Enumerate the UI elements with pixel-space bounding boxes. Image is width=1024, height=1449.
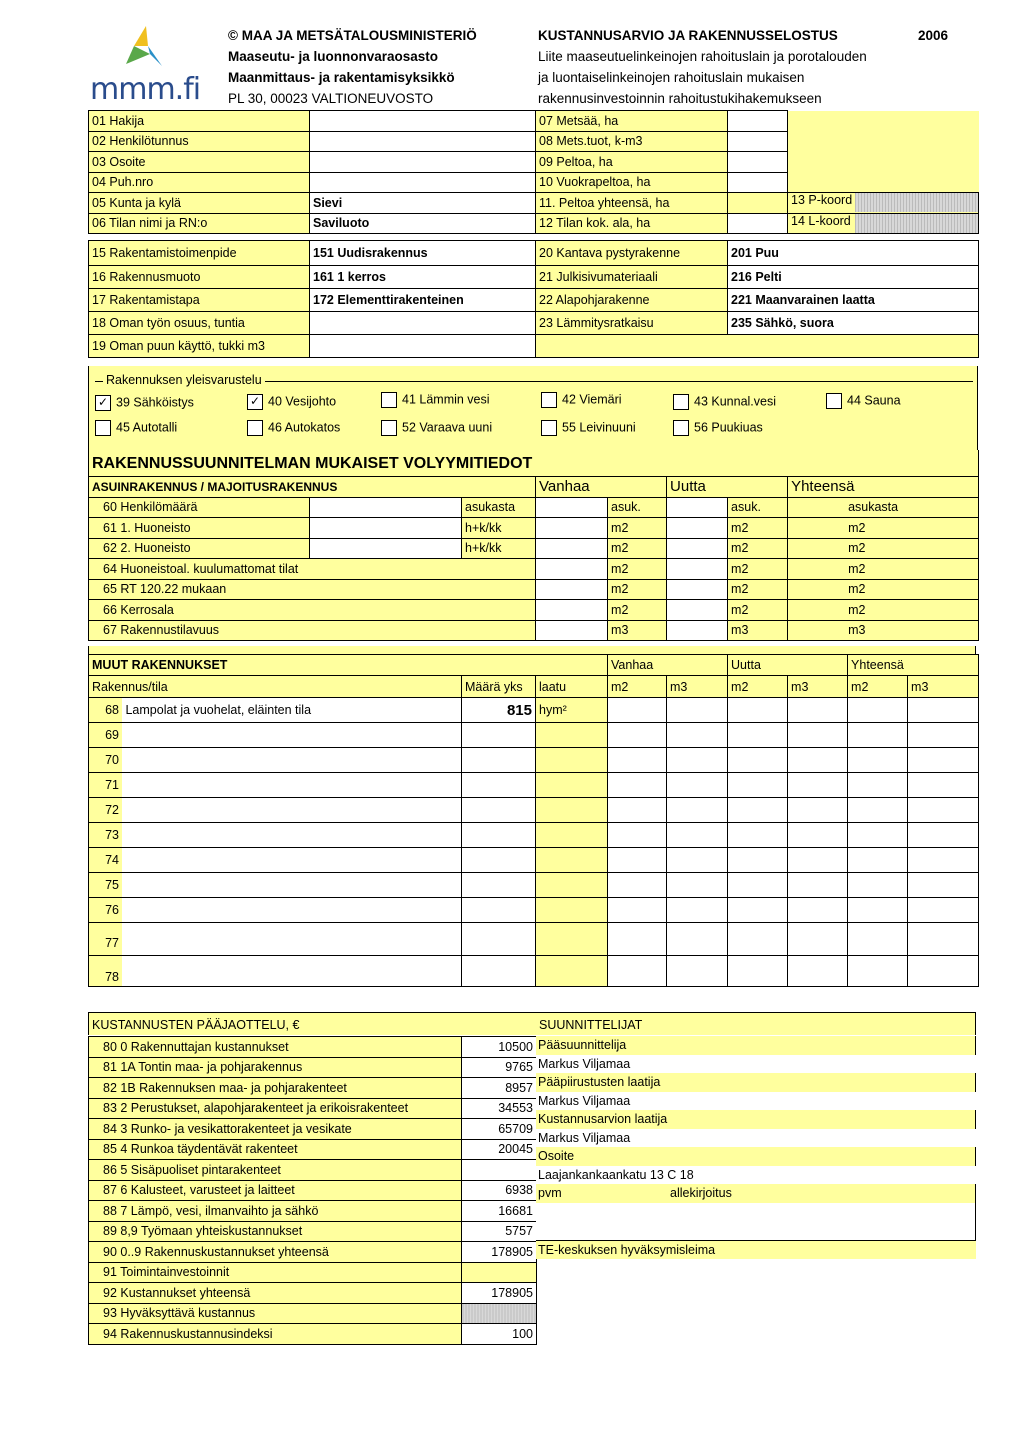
hakija-field[interactable] xyxy=(310,111,536,132)
other-row[interactable]: 74 xyxy=(89,848,462,873)
eq-41[interactable]: 41 Lämmin vesi xyxy=(381,392,490,408)
vol-row-label: 65 RT 120.22 mukaan xyxy=(89,579,536,600)
other-row[interactable]: 69 xyxy=(89,723,462,748)
cost-row-value[interactable]: 10500 xyxy=(462,1037,537,1058)
checkbox-varaava-uuni[interactable] xyxy=(381,420,397,436)
vol-row-input[interactable] xyxy=(310,538,462,559)
signature-label: allekirjoitus xyxy=(670,1186,732,1200)
form-desc-2: ja luontaiselinkeinojen rahoituslain mukaisen xyxy=(538,70,805,85)
checkbox-viemari[interactable] xyxy=(541,392,557,408)
other-row[interactable]: 77 xyxy=(89,923,462,956)
main-designer-name[interactable]: Markus Viljamaa xyxy=(536,1055,976,1074)
checkbox-autokatos[interactable] xyxy=(247,420,263,436)
other-h-quality: laatu xyxy=(536,676,608,698)
cost-row-value[interactable]: 65709 xyxy=(462,1119,537,1140)
header-left xyxy=(228,25,477,109)
drawings-name[interactable]: Markus Viljamaa xyxy=(536,1092,976,1111)
checkbox-autotalli[interactable] xyxy=(95,420,111,436)
address-value[interactable]: Laajankankaankatu 13 C 18 xyxy=(536,1166,976,1185)
cost-row-label: 92 Kustannukset yhteensä xyxy=(89,1283,462,1304)
eq-52[interactable]: 52 Varaava uuni xyxy=(381,420,492,436)
other-row[interactable]: 75 xyxy=(89,873,462,898)
label-rakennusmuoto: 16 Rakennusmuoto xyxy=(89,266,310,289)
pystyrakenne-field[interactable]: 201 Puu xyxy=(728,241,979,266)
col-uutta: Uutta xyxy=(667,477,788,498)
cost-row-label: 81 1A Tontin maa- ja pohjarakennus xyxy=(89,1057,462,1078)
header-right xyxy=(538,25,958,109)
label-oman-tyon: 18 Oman työn osuus, tuntia xyxy=(89,312,310,335)
cost-row-value[interactable]: 178905 xyxy=(462,1242,537,1263)
equipment-title: Rakennuksen yleisvarustelu xyxy=(103,373,265,387)
vol-row-label: 60 Henkilömäärä xyxy=(89,497,310,518)
other-col-uutta: Uutta xyxy=(728,655,848,676)
peltoa-field[interactable] xyxy=(728,152,788,173)
designers-title: SUUNNITTELIJAT xyxy=(539,1018,643,1032)
designers-block xyxy=(536,1036,976,1259)
label-julkisivu: 21 Julkisivumateriaali xyxy=(536,266,728,289)
other-title: MUUT RAKENNUKSET xyxy=(89,655,608,676)
oman-puun-field[interactable] xyxy=(310,335,536,358)
form-year: 2006 xyxy=(917,28,948,43)
logo-mark-icon xyxy=(90,24,210,70)
eq-39[interactable]: ✓ 39 Sähköistys xyxy=(95,395,194,411)
te-stamp-label: TE-keskuksen hyväksymisleima xyxy=(536,1241,976,1260)
estimate-label: Kustannusarvion laatija xyxy=(536,1110,976,1129)
other-row-68-qty[interactable]: 815 xyxy=(462,698,536,723)
cost-row-value[interactable] xyxy=(462,1262,537,1283)
building-table xyxy=(88,240,979,358)
cost-row-value[interactable]: 20045 xyxy=(462,1139,537,1160)
vol-row-input[interactable] xyxy=(310,497,462,518)
label-tilan-kok-ala: 12 Tilan kok. ala, ha xyxy=(536,213,728,234)
eq-55[interactable]: 55 Leivinuuni xyxy=(541,420,636,436)
alapohja-field[interactable]: 221 Maanvarainen laatta xyxy=(728,289,979,312)
label-toimenpide: 15 Rakentamistoimenpide xyxy=(89,241,310,266)
cost-row-label: 82 1B Rakennuksen maa- ja pohjarakenteet xyxy=(89,1078,462,1099)
costs-title: KUSTANNUSTEN PÄÄJAOTTELU, € xyxy=(92,1018,300,1032)
checkbox-kunnal-vesi[interactable] xyxy=(673,394,689,410)
ministry-address: PL 30, 00023 VALTIONEUVOSTO xyxy=(228,91,434,106)
volume-title: RAKENNUSSUUNNITELMAN MUKAISET VOLYYMITIEDOT xyxy=(88,450,979,476)
cost-row-value[interactable]: 178905 xyxy=(462,1283,537,1304)
unit-name: Maanmittaus- ja rakentamisyksikkö xyxy=(228,70,455,85)
tilan-nimi-field[interactable]: Saviluoto xyxy=(310,213,536,234)
other-col-vanhaa: Vanhaa xyxy=(608,655,728,676)
drawings-label: Pääpiirustusten laatija xyxy=(536,1073,976,1092)
form-desc-3: rakennusinvestoinnin rahoitustukihakemukseen xyxy=(538,91,822,106)
label-mets-tuot: 08 Mets.tuot, k-m3 xyxy=(536,131,728,152)
cost-row-value[interactable]: 6938 xyxy=(462,1180,537,1201)
vuokrapeltoa-field[interactable] xyxy=(728,172,788,193)
other-row[interactable]: 72 xyxy=(89,798,462,823)
form-desc-1: Liite maaseutuelinkeinojen rahoituslain ja porotalouden xyxy=(538,49,867,64)
checkbox-vesijohto[interactable]: ✓ xyxy=(247,394,263,410)
signature-field[interactable] xyxy=(536,1203,976,1241)
costs-table xyxy=(88,1036,537,1345)
checkbox-lammin-vesi[interactable] xyxy=(381,392,397,408)
logo-text: mmm.fi xyxy=(90,72,201,107)
label-vuokrapeltoa: 10 Vuokrapeltoa, ha xyxy=(536,172,728,193)
vol-row-input[interactable] xyxy=(310,518,462,539)
eq-44[interactable]: 44 Sauna xyxy=(826,393,901,409)
cost-row-label: 86 5 Sisäpuoliset pintarakenteet xyxy=(89,1160,462,1181)
cost-row-label: 90 0..9 Rakennuskustannukset yhteensä xyxy=(89,1242,462,1263)
date-signature-row xyxy=(536,1184,976,1203)
ministry-name: © MAA JA METSÄTALOUSMINISTERIÖ xyxy=(228,28,477,43)
vol-row-label: 67 Rakennustilavuus xyxy=(89,620,536,641)
label-puhnro: 04 Puh.nro xyxy=(89,172,310,193)
label-peltoa-yht: 11. Peltoa yhteensä, ha xyxy=(536,193,728,214)
vol-row-label: 62 2. Huoneisto xyxy=(89,538,310,559)
label-metsaa: 07 Metsää, ha xyxy=(536,111,728,132)
eq-43[interactable]: 43 Kunnal.vesi xyxy=(673,394,776,410)
form-title: KUSTANNUSARVIO JA RAKENNUSSELOSTUS xyxy=(538,28,838,43)
cost-row-value[interactable]: 100 xyxy=(462,1324,537,1345)
label-lammitys: 23 Lämmitysratkaisu xyxy=(536,312,728,335)
oman-tyon-field[interactable] xyxy=(310,312,536,335)
costs-header xyxy=(88,1012,976,1035)
eq-40[interactable]: ✓ 40 Vesijohto xyxy=(247,394,336,410)
checkbox-puukiuas[interactable] xyxy=(673,420,689,436)
cost-row-value[interactable]: 9765 xyxy=(462,1057,537,1078)
checkbox-sahkoistys[interactable]: ✓ xyxy=(95,395,111,411)
col-vanhaa: Vanhaa xyxy=(536,477,667,498)
cost-row-label: 94 Rakennuskustannusindeksi xyxy=(89,1324,462,1345)
cost-row-label: 85 4 Runkoa täydentävät rakenteet xyxy=(89,1139,462,1160)
cost-row-value[interactable]: 16681 xyxy=(462,1201,537,1222)
volume-sub: ASUINRAKENNUS / MAJOITUSRAKENNUS xyxy=(89,477,536,498)
cost-row-label: 84 3 Runko- ja vesikattorakenteet ja vesikate xyxy=(89,1119,462,1140)
peltoa-yht-field[interactable] xyxy=(728,193,788,214)
address-label: Osoite xyxy=(536,1147,976,1166)
other-h-building: Rakennus/tila xyxy=(89,676,462,698)
l-koord-field[interactable] xyxy=(855,214,978,233)
cost-row-label: 88 7 Lämpö, vesi, ilmanvaihto ja sähkö xyxy=(89,1201,462,1222)
estimate-name[interactable]: Markus Viljamaa xyxy=(536,1129,976,1148)
vol-row-label: 66 Kerrosala xyxy=(89,600,536,621)
cost-row-label: 83 2 Perustukset, alapohjarakenteet ja erikoisrakenteet xyxy=(89,1098,462,1119)
label-peltoa: 09 Peltoa, ha xyxy=(536,152,728,173)
other-row[interactable]: 78 xyxy=(89,956,462,987)
other-h-qty: Määrä yks xyxy=(462,676,536,698)
eq-56[interactable]: 56 Puukiuas xyxy=(673,420,763,436)
cost-row-value[interactable]: 8957 xyxy=(462,1078,537,1099)
applicant-table xyxy=(88,110,979,234)
lammitys-field[interactable]: 235 Sähkö, suora xyxy=(728,312,979,335)
other-buildings-table: MUUT RAKENNUKSET Vanhaa Uutta Yhteensä Rakennus/tila Määrä yks laatu m2 m3 m2 m3 m2 m3 68 Lampolat ja vuohelat, eläinten tila 815 hym² 69 70 71 72 73 74 75 76 77 78 xyxy=(88,654,979,987)
vol-row-label: 64 Huoneistoal. kuulumattomat tilat xyxy=(89,559,536,580)
other-row-68-unit: hym² xyxy=(536,698,608,723)
other-row[interactable]: 70 xyxy=(89,748,462,773)
julkisivu-field[interactable]: 216 Pelti xyxy=(728,266,979,289)
metsaa-field[interactable] xyxy=(728,111,788,132)
cost-row-label: 91 Toimintainvestoinnit xyxy=(89,1262,462,1283)
cost-row-label: 89 8,9 Työmaan yhteiskustannukset xyxy=(89,1221,462,1242)
eq-45[interactable]: 45 Autotalli xyxy=(95,420,177,436)
department-name: Maaseutu- ja luonnonvaraosasto xyxy=(228,49,439,64)
col-yhteensa: Yhteensä xyxy=(788,477,979,498)
label-osoite: 03 Osoite xyxy=(89,152,310,173)
vol-row-label: 61 1. Huoneisto xyxy=(89,518,310,539)
other-row[interactable]: 71 xyxy=(89,773,462,798)
henkilotunnus-field[interactable] xyxy=(310,131,536,152)
checkbox-sauna[interactable] xyxy=(826,393,842,409)
mets-tuot-field[interactable] xyxy=(728,131,788,152)
tilan-kok-ala-field[interactable] xyxy=(728,213,788,234)
p-koord-field[interactable] xyxy=(855,193,978,212)
toimenpide-field[interactable]: 151 Uudisrakennus xyxy=(310,241,536,266)
other-row[interactable]: 76 xyxy=(89,898,462,923)
label-l-koord: 14 L-koord xyxy=(791,213,851,228)
other-row-68[interactable]: 68 Lampolat ja vuohelat, eläinten tila xyxy=(89,698,462,723)
label-hakija: 01 Hakija xyxy=(89,111,310,132)
checkbox-leivinuuni[interactable] xyxy=(541,420,557,436)
label-tilan-nimi: 06 Tilan nimi ja RN:o xyxy=(89,213,310,234)
logo xyxy=(90,24,210,107)
cost-row-label: 87 6 Kalusteet, varusteet ja laitteet xyxy=(89,1180,462,1201)
equipment-block xyxy=(88,366,978,450)
cost-row-value[interactable] xyxy=(462,1303,537,1324)
label-pystyrakenne: 20 Kantava pystyrakenne xyxy=(536,241,728,266)
eq-46[interactable]: 46 Autokatos xyxy=(247,420,340,436)
rakennusmuoto-field[interactable]: 161 1 kerros xyxy=(310,266,536,289)
cost-row-value[interactable] xyxy=(462,1160,537,1181)
rakentamistapa-field[interactable]: 172 Elementtirakenteinen xyxy=(310,289,536,312)
date-label: pvm xyxy=(538,1186,562,1200)
cost-row-label: 93 Hyväksyttävä kustannus xyxy=(89,1303,462,1324)
label-alapohja: 22 Alapohjarakenne xyxy=(536,289,728,312)
eq-42[interactable]: 42 Viemäri xyxy=(541,392,622,408)
cost-row-value[interactable]: 5757 xyxy=(462,1221,537,1242)
osoite-field[interactable] xyxy=(310,152,536,173)
label-p-koord: 13 P-koord xyxy=(791,193,853,208)
other-row[interactable]: 73 xyxy=(89,823,462,848)
label-henkilotunnus: 02 Henkilötunnus xyxy=(89,131,310,152)
kunta-field[interactable]: Sievi xyxy=(310,193,536,214)
other-col-yhteensa: Yhteensä xyxy=(848,655,979,676)
cost-row-value[interactable]: 34553 xyxy=(462,1098,537,1119)
main-designer-label: Pääsuunnittelija xyxy=(536,1036,976,1055)
volume-table: ASUINRAKENNUS / MAJOITUSRAKENNUS Vanhaa Uutta Yhteensä 60 Henkilömäärä asukasta asuk. asuk. asukasta 61 1. Huoneisto h+k/kk m2 m2 m2 62 2. Huoneisto h+k/kk m2 m2 m2 64 Huoneistoal. kuulumattomat tilat m2 m2 m2 65 RT 120.22 mukaan m2 m2 m2 66 Kerrosala m2 m2 m2 67 Rakennustilavuus m3 m3 m3 xyxy=(88,476,979,641)
label-kunta: 05 Kunta ja kylä xyxy=(89,193,310,214)
cost-row-label: 80 0 Rakennuttajan kustannukset xyxy=(89,1037,462,1058)
puhnro-field[interactable] xyxy=(310,172,536,193)
label-rakentamistapa: 17 Rakentamistapa xyxy=(89,289,310,312)
label-oman-puun: 19 Oman puun käyttö, tukki m3 xyxy=(89,335,310,358)
